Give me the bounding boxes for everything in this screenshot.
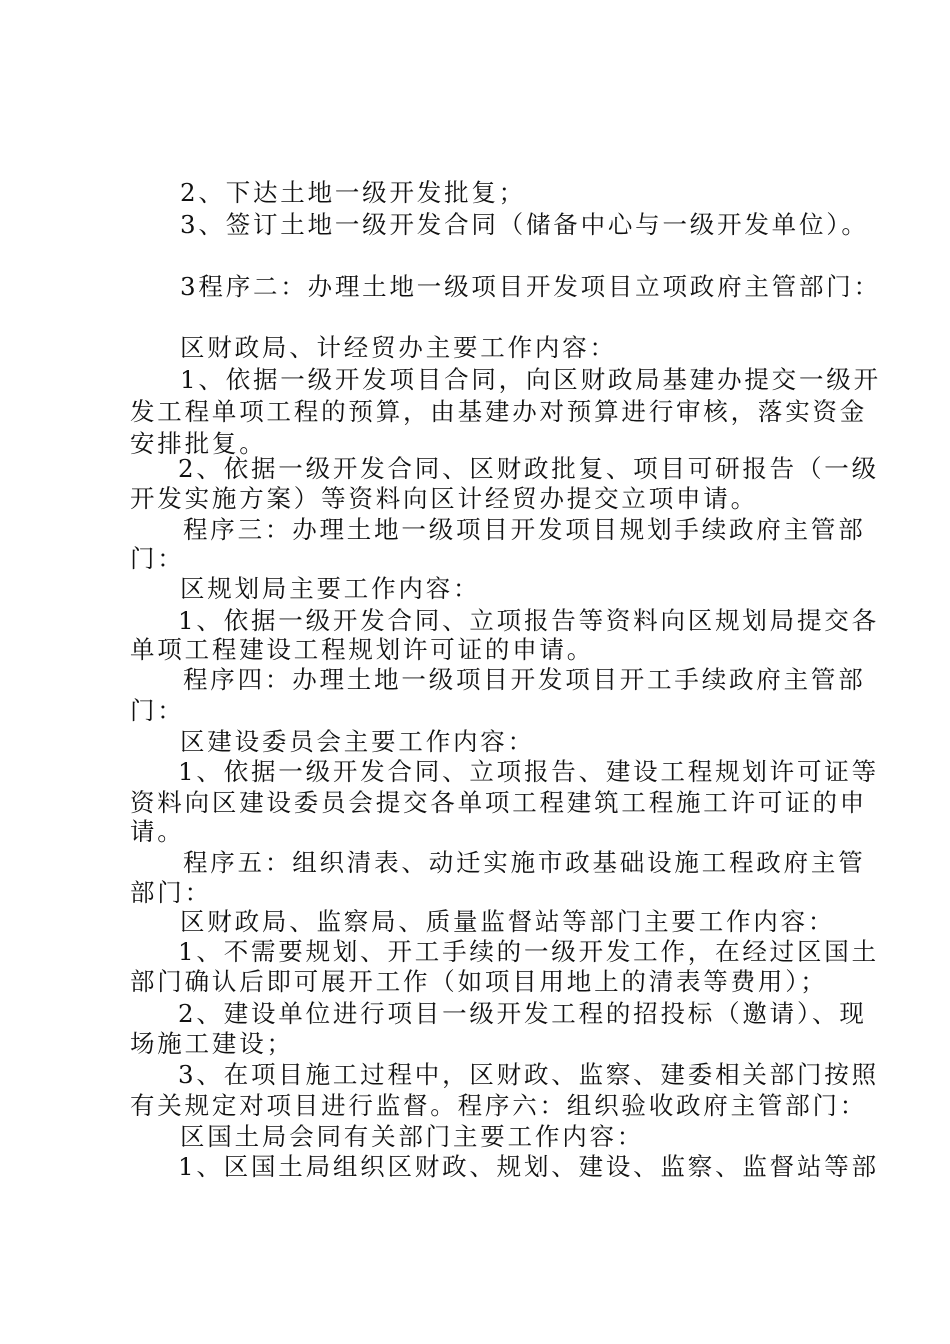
text-line: 开发实施方案）等资料向区计经贸办提交立项申请。 [130,484,758,513]
section-heading: 部门： [130,878,212,907]
text-line: 场施工建设； [130,1029,294,1058]
text-line: 部门确认后即可展开工作（如项目用地上的清表等费用）； [130,967,828,996]
text-line: 1、依据一级开发合同、立项报告等资料向区规划局提交各 [178,606,879,635]
text-line: 单项工程建设工程规划许可证的申请。 [130,635,595,664]
text-line: 区建设委员会主要工作内容： [180,727,535,756]
text-line: 2、建设单位进行项目一级开发工程的招投标（邀请）、现 [178,999,867,1028]
text-line: 发工程单项工程的预算，由基建办对预算进行审核，落实资金 [130,397,868,426]
text-line: 区财政局、监察局、质量监督站等部门主要工作内容： [180,907,836,936]
text-line: 1、依据一级开发项目合同，向区财政局基建办提交一级开 [180,365,881,394]
section-heading: 程序五：组织清表、动迁实施市政基础设施工程政府主管 [183,848,866,877]
text-line: 1、依据一级开发合同、立项报告、建设工程规划许可证等 [178,757,879,786]
text-line: 2、下达土地一级开发批复； [180,178,526,207]
text-line: 3、在项目施工过程中，区财政、监察、建委相关部门按照 [178,1060,879,1089]
text-line: 3、签订土地一级开发合同（储备中心与一级开发单位）。 [180,210,869,239]
text-line: 资料向区建设委员会提交各单项工程建筑工程施工许可证的申 [130,788,868,817]
section-heading: 程序四：办理土地一级项目开发项目开工手续政府主管部 [183,665,866,694]
text-line: 1、区国土局组织区财政、规划、建设、监察、监督站等部 [178,1152,879,1181]
text-line: 1、不需要规划、开工手续的一级开发工作，在经过区国土 [178,937,879,966]
text-line: 区规划局主要工作内容： [180,574,481,603]
section-heading: 门： [130,696,185,725]
text-line: 区财政局、计经贸办主要工作内容： [180,333,617,362]
section-heading: 程序三：办理土地一级项目开发项目规划手续政府主管部 [183,515,866,544]
text-line: 安排批复。 [130,429,267,458]
text-line: 请。 [130,817,185,846]
text-line: 2、依据一级开发合同、区财政批复、项目可研报告（一级 [178,454,879,483]
section-heading: 3程序二：办理土地一级项目开发项目立项政府主管部门： [180,272,881,301]
section-heading: 门： [130,544,185,573]
text-line: 区国土局会同有关部门主要工作内容： [180,1122,645,1151]
text-line: 有关规定对项目进行监督。程序六：组织验收政府主管部门： [130,1091,868,1120]
